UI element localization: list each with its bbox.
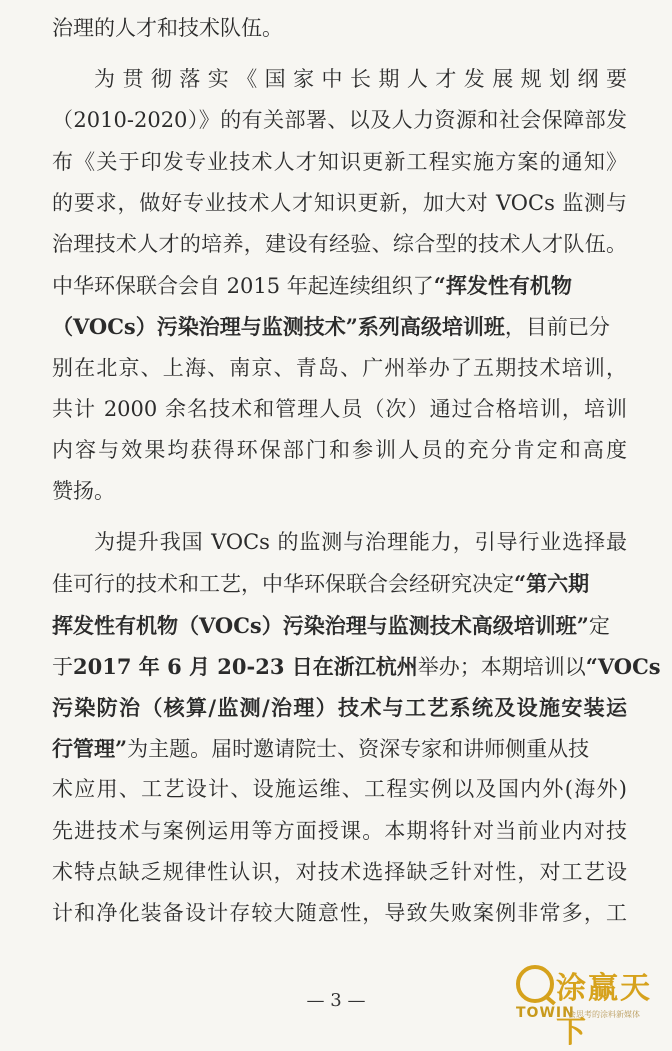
body-text: [52, 8, 661, 934]
text-line: 术应用、工艺设计、设施运维、工程实例以及国内外(海外): [52, 777, 627, 802]
text-line: 内容与效果均获得环保部门和参训人员的充分肯定和高度: [52, 437, 627, 462]
text-line: 污染防治（核算/监测/治理）技术与工艺系统及设施安装运: [52, 695, 627, 720]
text-line: （VOCs）污染治理与监测技术”系列高级培训班，目前已分: [52, 314, 610, 340]
logo-q-icon: [516, 965, 554, 1003]
text-line: 为提升我国 VOCs 的监测与治理能力，引导行业选择最: [94, 530, 627, 555]
text-line: 佳可行的技术和工艺，中华环保联合会经研究决定“第六期: [52, 571, 590, 597]
text-line: （2010-2020）》的有关部署、以及人力资源和社会保障部发: [52, 108, 627, 133]
logo-english-text: TOWIN: [516, 1005, 575, 1021]
text-line: 的要求，做好专业技术人才知识更新，加大对 VOCs 监测与: [52, 190, 627, 215]
text-line: 于2017 年 6 月 20-23 日在浙江杭州举办；本期培训以“VOCs: [52, 653, 661, 679]
page-number: — 3 —: [306, 990, 366, 1011]
text-line: 共计 2000 余名技术和管理人员（次）通过合格培训，培训: [52, 396, 627, 421]
text-line: 治理技术人才的培养，建设有经验、综合型的技术人才队伍。: [52, 231, 627, 256]
text-line: 挥发性有机物（VOCs）污染治理与监测技术高级培训班”定: [52, 612, 610, 638]
text-line: 中华环保联合会自 2015 年起连续组织了“挥发性有机物: [52, 273, 572, 299]
text-line: 治理的人才和技术队伍。: [52, 16, 283, 40]
text-line: 术特点缺乏规律性认识，对技术选择缺乏针对性，对工艺设: [52, 859, 627, 884]
text-line: 布《关于印发专业技术人才知识更新工程实施方案的通知》: [52, 149, 627, 174]
watermark-logo: [512, 963, 672, 1050]
logo-subtitle: 会思考的涂料新媒体: [568, 1010, 640, 1019]
text-line: 为贯彻落实《国家中长期人才发展规划纲要: [94, 67, 627, 92]
text-line: 赞扬。: [52, 479, 115, 504]
text-line: 别在北京、上海、南京、青岛、广州举办了五期技术培训，: [52, 355, 627, 380]
text-line: 行管理”为主题。届时邀请院士、资深专家和讲师侧重从技: [52, 736, 590, 762]
text-line: 计和净化装备设计存较大随意性，导致失败案例非常多，工: [52, 900, 627, 925]
logo-chinese-text: 涂赢天下: [556, 971, 652, 1050]
text-line: 先进技术与案例运用等方面授课。本期将针对当前业内对技: [52, 818, 627, 843]
